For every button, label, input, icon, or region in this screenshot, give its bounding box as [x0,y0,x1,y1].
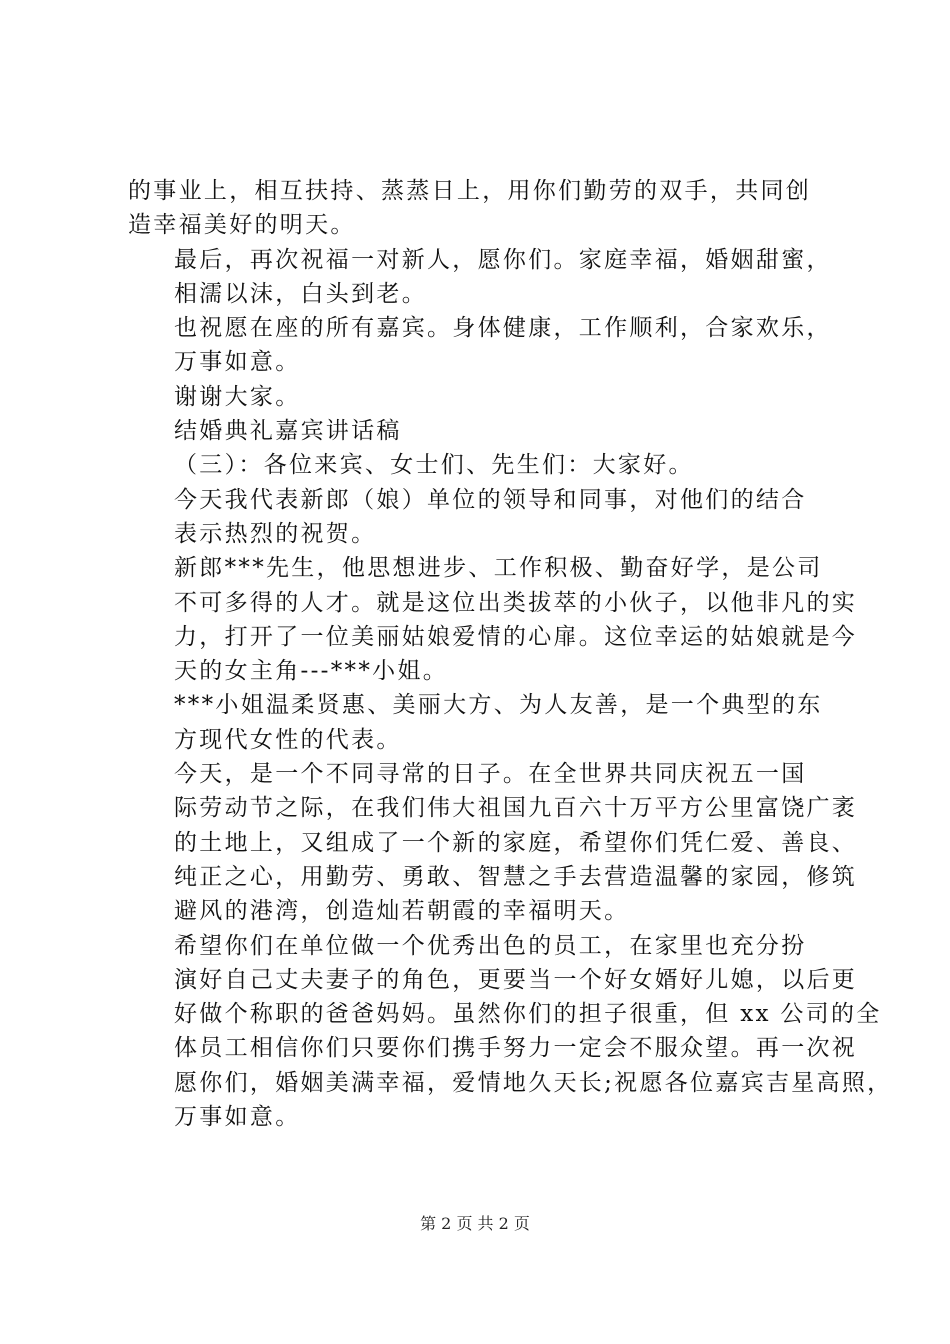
paragraph [128,380,844,414]
text-line: 最后，再次祝福一对新人，愿你们。家庭幸福，婚姻甜蜜， [174,246,832,273]
text-line: 也祝愿在座的所有嘉宾。身体健康，工作顺利，合家欢乐， [174,315,832,342]
text-line: 造幸福美好的明天。 [128,212,356,239]
paragraph [128,243,844,312]
text-line: 演好自己丈夫妻子的角色，更要当一个好女婿好儿媳，以后更 [174,966,858,993]
text-line: 新郎***先生，他思想进步、工作积极、勤奋好学，是公司 [174,555,823,582]
paragraph [128,414,844,448]
text-line: 谢谢大家。 [174,383,301,410]
text-line: 希望你们在单位做一个优秀出色的员工，在家里也充分扮 [174,932,807,959]
paragraph [128,174,844,243]
text-line: 的土地上，又组成了一个新的家庭，希望你们凭仁爱、善良、 [174,829,858,856]
text-line: 万事如意。 [174,1104,301,1131]
text-line: 不可多得的人才。就是这位出类拔萃的小伙子，以他非凡的实 [174,589,858,616]
text-line: 愿你们，婚姻美满幸福，爱情地久天长;祝愿各位嘉宾吉星高照， [174,1069,893,1096]
text-line: 纯正之心，用勤劳、勇敢、智慧之手去营造温馨的家园，修筑 [174,863,858,890]
text-line: 好做个称职的爸爸妈妈。虽然你们的担子很重，但 xx 公司的全 [174,1001,882,1028]
paragraph [128,448,844,482]
text-line: 方现代女性的代表。 [174,726,402,753]
text-line: ***小姐温柔贤惠、美丽大方、为人友善，是一个典型的东 [174,692,823,719]
text-line: （三）：各位来宾、女士们、先生们：大家好。 [174,452,694,479]
text-line: 万事如意。 [174,349,301,376]
page-footer: 第 2 页 共 2 页 [420,1214,530,1233]
text-line: 今天，是一个不同寻常的日子。在全世界共同庆祝五一国 [174,761,807,788]
text-line: 今天我代表新郎（娘）单位的领导和同事，对他们的结合 [174,486,807,513]
text-line: 力，打开了一位美丽姑娘爱情的心扉。这位幸运的姑娘就是今 [174,623,858,650]
document-body [128,174,893,1134]
text-line: 的事业上，相互扶持、蒸蒸日上，用你们勤劳的双手，共同创 [128,178,812,204]
text-line: 避风的港湾，创造灿若朝霞的幸福明天。 [174,898,630,925]
paragraph [128,757,858,928]
paragraph [128,551,858,688]
text-line: 天的女主角---***小姐。 [174,658,449,685]
paragraph [128,311,844,380]
text-line: 相濡以沫，白头到老。 [174,280,427,307]
paragraph [128,688,844,757]
text-line: 表示热烈的祝贺。 [174,520,377,547]
text-line: 结婚典礼嘉宾讲话稿 [174,418,402,445]
text-line: 体员工相信你们只要你们携手努力一定会不服众望。再一次祝 [174,1035,858,1062]
paragraph [128,929,893,1135]
paragraph [128,483,844,552]
text-line: 际劳动节之际，在我们伟大祖国九百六十万平方公里富饶广袤 [174,795,858,822]
